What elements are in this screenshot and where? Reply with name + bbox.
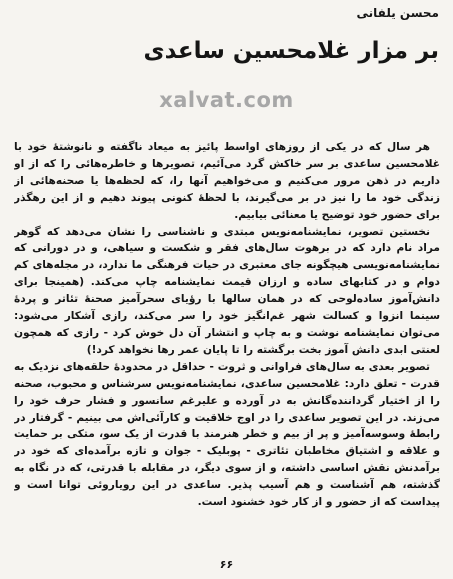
article-body [14,139,440,549]
paragraph-1: هر سال که در یکی از روزهای اواسط پائیز به میعاد ناگفته و نانوشتهٔ خود با غلامحسین ساعدی بر سر خاکش گرد می‌آئیم، تصویرها و خاطره‌هائی را که از او داریم در ذهن مرور می‌کنیم و می‌خواهیم آنها را، که لحظه‌ها یا صحنه‌هائی از زندگی خود ما را نیز در بر می‌گیرند، با لحظهٔ کنونی پیوند دهیم و از این رهگذر برای حضور خود توضیح یا معنائی بیابیم. [14,141,440,221]
article-title: بر مزار غلامحسین ساعدی [143,38,439,64]
site-watermark: xalvat.com [159,88,294,112]
author-name: محسن يلفانی [356,6,439,20]
paragraph-3: تصویر بعدی به سال‌های فراوانی و ثروت - حداقل در محدودهٔ حلقه‌های نزدیک به قدرت - تعلق دارد: غلامحسین ساعدی، نمایشنامه‌نویس سرشناس و محبوب، صحنه را از اختیار گرداننده‌گانش به در آورده و علیرغم سانسور و فشار حرف خود را می‌زند. در این تصویر ساعدی را در اوج خلاقیت و کارآئی‌اش می بینیم - گرفتار در رابطهٔ وسوسه‌آمیز و پر از بیم و خطر هنرمند با قدرت از یک سو، متکی بر حمایت و علاقه و اشتیاق مخاطبان تئاتری - پوبلیک - جوان و تازه برآمده‌ای که خود در برآمدنش نقش اساسی داشته، و از سوی دیگر، در مقابله با قدرتی، که در نگاه به گذشته، هم آشناست و هم آسیب پذیر. ساعدی در این رویاروئی توانا است و پیداست که از حضور و از کار خود خشنود است. [14,360,440,509]
paragraph-2: نخستین تصویر، نمایشنامه‌نویس مبتدی و ناشناسی را نشان می‌دهد که گوهر مراد نام دارد که در برهوت سال‌های فقر و شکست و سیاهی، و در دورانی که نمایشنامه‌نویسی هیچگونه جای معتبری در حیات فرهنگی ما ندارد، در مجله‌های کم دوام و در کتابهای ساده و ارزان قیمت نمایشنامه چاپ می‌کند. (همینجا برای دانش‌آموز ساده‌لوحی که در همان سالها با رؤیای سحرآمیز صحنهٔ تئاتر و پردهٔ سینما انزوا و کسالت شهر غم‌انگیز خود را سر می‌کند، رازی آشکار می‌شود: می‌توان نمایشنامه نوشت و به چاپ و انتشار آن دل خوش کرد - رازی که همچون لعنتی ابدی دانش آموز بخت برگشته را تا پایان عمر رها نخواهد کرد!) [14,225,440,356]
page-number: ۶۶ [219,558,234,571]
